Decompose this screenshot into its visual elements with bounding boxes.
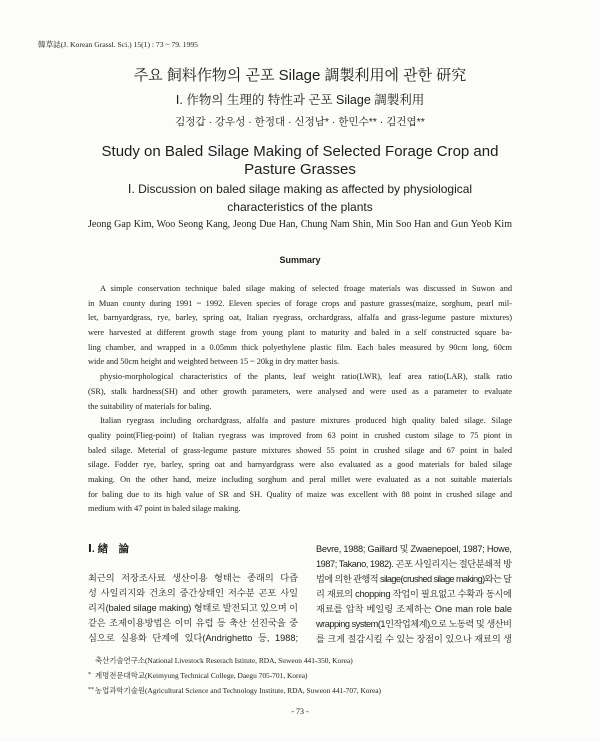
intro-line: Bevre, 1988; Gaillard 및 Zwaenepoel, 1987; Howe,: [316, 543, 512, 554]
summary-line: were harvested at different growth stage from young plant to maturity and baled in a self constructed square ba-: [88, 328, 512, 338]
english-subtitle-line: characteristics of the plants: [227, 199, 373, 214]
summary-line: baled silage. Meterial of grass-legume pasture mixtures showed 55 point in crushed silage and 67 point in baled: [88, 445, 512, 455]
summary-heading: Summary: [279, 255, 321, 265]
summary-body: [88, 282, 512, 517]
summary-line: Italian ryegrass including orchardgrass, alfalfa and pasture mixtures produced high quality baled silage. Silage: [100, 416, 512, 426]
intro-line: 최근의 저장조사료 생산이용 형태는 종래의 다즙: [88, 572, 298, 583]
intro-line: 법에 의한 관행적 silage(crushed silage making)와는 달: [316, 573, 512, 584]
footnote-marker: *: [88, 672, 91, 679]
intro-left-column: [88, 571, 298, 646]
summary-line: ling chamber, and wrapped in a 0.05mm thick polyethylene plastic film. Each bales measured by 90cm long, 60cm: [88, 342, 512, 352]
summary-paragraph: [88, 414, 512, 517]
english-title-line: Study on Baled Silage Making of Selected Forage Crop and: [101, 143, 499, 160]
summary-line: in Muan county during 1991 ~ 1992. Eleven species of forage crops and pasture grasses(maize, sorghum, pearl mil-: [88, 298, 512, 308]
footnote-marker: **: [88, 686, 94, 693]
summary-line: medium with 47 point in baled silage making.: [88, 504, 241, 514]
summary-line: let, barnyardgrass, rye, barley, spring oat, Italian ryegrass, orchardgrass, alfalfa and grass-legume pasture mixtures): [88, 313, 512, 323]
footnote-text: 축산기술연구소(National Livestock Reserach Istitute, RDA, Suweon 441-350, Korea): [95, 656, 353, 665]
summary-line: making. On the other hand, meize including sorghum and peral millet were evaluated as a not suitable materials: [88, 474, 512, 484]
korean-subtitle: Ⅰ. 作物의 生理的 特性과 곤포 Silage 調製利用: [175, 93, 425, 107]
footnote: [88, 683, 518, 697]
korean-title: 주요 飼料作物의 곤포 Silage 調製利用에 관한 研究: [133, 67, 467, 84]
intro-line: 리 재료의 chopping 작업이 필요없고 수확과 동시에: [316, 588, 512, 599]
intro-line: 심으로 실용화 단계에 있다(Andrighetto 등, 1988;: [88, 632, 298, 643]
intro-line: 재료를 압착 베일링 조제하는 One man role bale: [316, 603, 512, 614]
english-subtitle-line: Ⅰ. Discussion on baled silage making as affected by physiological: [127, 182, 473, 196]
intro-right-column: [316, 542, 512, 647]
intro-line: 리지(baled silage making) 형태로 발전되고 있으며 이: [88, 602, 298, 613]
footnote: [88, 668, 518, 682]
summary-line: wide and 50cm height and weighted between 15 ~ 20kg in dry matter basis.: [88, 357, 340, 367]
english-subtitle: [0, 181, 600, 216]
summary-paragraph: [88, 282, 512, 370]
summary-line: silage. Fodder rye, barley, spring oat and barnyardgrass were also evaluated as a good materials for baled silage: [88, 460, 512, 470]
intro-line: 1987; Takano, 1982). 곤포 사일리지는 절단분쇄적 방: [316, 558, 512, 569]
summary-line: the suitability of materials for baling.: [88, 401, 212, 411]
section-heading: Ⅰ. 緖 論: [88, 543, 129, 555]
english-authors: Jeong Gap Kim, Woo Seong Kang, Jeong Due Han, Chung Nam Shin, Min Soo Han and Gun Yeob Kim: [88, 219, 512, 230]
footnote-text: 농업과학기술원(Agricultural Science and Technology Institute, RDA, Suweon 441-707, Korea): [95, 685, 381, 695]
footnotes: [88, 654, 518, 697]
intro-line: 같은 조제이용방법은 이미 유럽 등 축산 선진국을 중: [88, 617, 298, 628]
footnote: [88, 654, 518, 668]
intro-line: 성 사일리지와 건초의 중간상태인 저수분 곤포 사일: [88, 587, 298, 598]
intro-line: wrapping system(1인작업체계)으로 노동력 및 생산비: [316, 618, 512, 629]
summary-line: A simple conservation technique baled silage making of selected froage materials was discussed in Suwon and: [100, 284, 512, 293]
summary-line: physio-morphological characteristics of the plants, leaf weight ratio(LWR), leaf area ratio(LAR), stalk ratio: [100, 372, 512, 382]
summary-line: for baling due to its high value of SR and SH. Quality of maize was excellent with 88 point in crushed silage and: [88, 489, 512, 499]
korean-authors: 김정갑 · 강우성 · 한정대 · 신정남* · 한민수** · 김건엽**: [175, 116, 425, 128]
page-number: - 73 -: [291, 707, 309, 716]
journal-citation: 韓草誌(J. Korean Grassl. Sci.) 15(1) : 73 ~ 79. 1995: [38, 40, 198, 49]
summary-line: quality point(Flieg-point) of Italian ryegrass was improved from 63 point in crushed custom silage to 75 piont in: [88, 430, 512, 440]
summary-paragraph: [88, 370, 512, 414]
summary-line: (SR), stalk hardness(SH) and other growth parameters, were analysed and were used as a parameter to evaluate: [88, 386, 512, 396]
footnote-text: 계명전문대학교(Keimyung Technical College, Daegu 705-701, Korea): [95, 671, 308, 681]
english-title: [0, 143, 600, 179]
english-title-line: Pasture Grasses: [244, 161, 356, 178]
intro-line: 를 크게 절감시킬 수 있는 장점이 있으나 재료의 생: [316, 633, 512, 644]
